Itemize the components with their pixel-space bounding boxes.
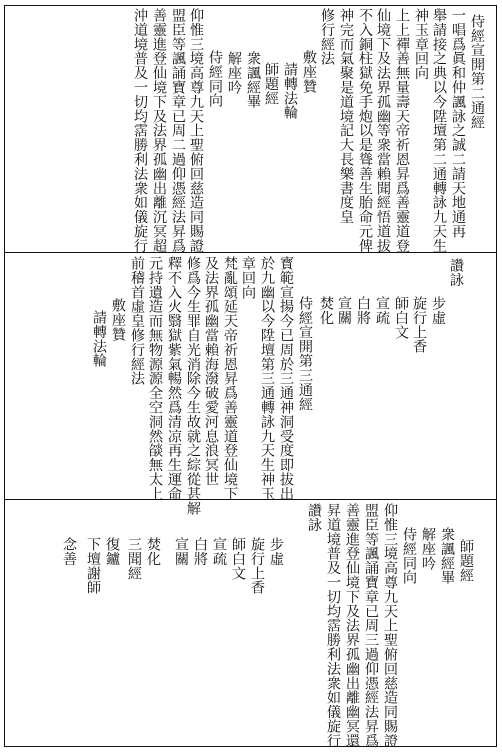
rite-step: 師題經 <box>458 539 474 583</box>
text-column: 不入銅柱獄免手炮以是聳善生胎命元俾 <box>357 8 373 253</box>
text-column: 善靈進登仙境下及法界孤幽出離幽冥還 <box>344 503 360 748</box>
text-column: 舉請接之典以今陞壇第二通轉詠九天生 <box>431 8 447 253</box>
text-column: 寳範宣揚今已周於三通神洞受度即拔出 <box>278 256 294 501</box>
text-column: 於九幽以今陞壇第三通轉詠九天生神玉 <box>259 256 275 501</box>
text-column: 元持遺造而無物源源全空洞然燄無太上 <box>147 256 163 501</box>
text-column: 盟臣等諷誦寶章已周二過仰憑經法昇爲 <box>170 8 186 253</box>
rite-step: 師白文 <box>393 296 409 340</box>
rite-step: 解座吟 <box>226 51 242 95</box>
text-column: 仰惟三境高尊九天上聖俯回慈造同賜證 <box>188 8 204 253</box>
text-section-3 <box>4 501 497 748</box>
text-column: 釋不入火翳獄紫氣暢然爲清凉再生運命 <box>166 256 182 501</box>
rite-step: 宣關 <box>173 537 189 566</box>
text-column: 神完而氣聚是道境記大長樂書度皇 <box>338 8 354 224</box>
rite-step: 師題經 <box>263 62 279 106</box>
text-column: 神玉章回向 <box>413 8 429 80</box>
text-column: 修爲今生罪自光消除今生故就之綜從甚解 <box>185 256 201 516</box>
section-heading: 讚詠 <box>448 258 464 287</box>
rite-step: 白將 <box>192 537 208 566</box>
rite-step: 請轉法輪 <box>91 310 107 368</box>
rite-step: 步虛 <box>268 537 284 566</box>
text-column: 章回向 <box>240 256 256 300</box>
rite-step: 衆諷經畢 <box>245 51 261 109</box>
rite-step: 侍經同向 <box>401 527 417 585</box>
text-column: 仙境下及法界孤幽等衆當賴聞經悟道拔 <box>375 8 391 253</box>
rite-step: 敷座贊 <box>301 50 317 94</box>
text-section-2 <box>4 254 497 516</box>
rite-step: 復鑪 <box>104 537 120 566</box>
rite-step: 侍經同向 <box>207 50 223 108</box>
text-section-1 <box>4 6 497 251</box>
text-column: 仰惟三境高尊九天上聖俯回慈造同賜證 <box>382 503 398 748</box>
rite-step: 下壇謝師 <box>85 537 101 595</box>
rite-step: 衆諷經畢 <box>439 527 455 585</box>
section-divider <box>4 499 497 500</box>
text-column: 一唱爲眞和仲諷詠之誠二請天地通再 <box>450 8 466 239</box>
rite-step: 敷座贊 <box>110 298 126 342</box>
section-heading: 侍經宣開第三通經 <box>297 296 313 412</box>
section-heading: 讚詠 <box>306 503 322 532</box>
text-column: 前稽首虛皇修行經法 <box>129 256 145 386</box>
rite-step: 宣疏 <box>211 537 227 566</box>
rite-step: 旋行上香 <box>411 296 427 354</box>
rite-step: 師白文 <box>230 537 246 581</box>
text-column: 昇道境普及一切均霑勝利法衆如儀旋行 <box>325 503 341 748</box>
text-column: 盟臣等諷誦寶章已周三過仰憑經法昇爲 <box>363 503 379 748</box>
rite-step: 步虛 <box>430 296 446 325</box>
rite-step: 念善 <box>61 537 77 566</box>
text-column: 沖道境普及一切均霑勝利法衆如儀旋行 <box>132 8 148 253</box>
section-divider <box>4 252 497 253</box>
rite-step: 旋行上香 <box>249 537 265 595</box>
text-column: 善靈進登仙境下及法界孤幽出離沉冥超 <box>151 8 167 253</box>
section-heading: 修行經法 <box>319 8 335 66</box>
rite-step: 宣關 <box>336 296 352 325</box>
text-column: 上上禪善無量壽天帝祈恩昇爲善靈道登 <box>394 8 410 253</box>
text-column: 梵亂頌延天帝祈恩昇爲善靈道登仙境下 <box>222 256 238 501</box>
text-column: 及法界孤幽當賴海潑破愛河息浪冥世 <box>203 256 219 487</box>
rite-step: 焚化 <box>145 537 161 566</box>
rite-step: 宣疏 <box>374 296 390 325</box>
rite-step: 白將 <box>355 296 371 325</box>
rite-step: 解座吟 <box>420 527 436 571</box>
section-heading: 侍經宣開第二通經 <box>469 14 485 130</box>
rite-step: 三聞經 <box>126 537 142 581</box>
rite-step: 焚化 <box>318 296 334 325</box>
rite-step: 請轉法輪 <box>282 62 298 120</box>
